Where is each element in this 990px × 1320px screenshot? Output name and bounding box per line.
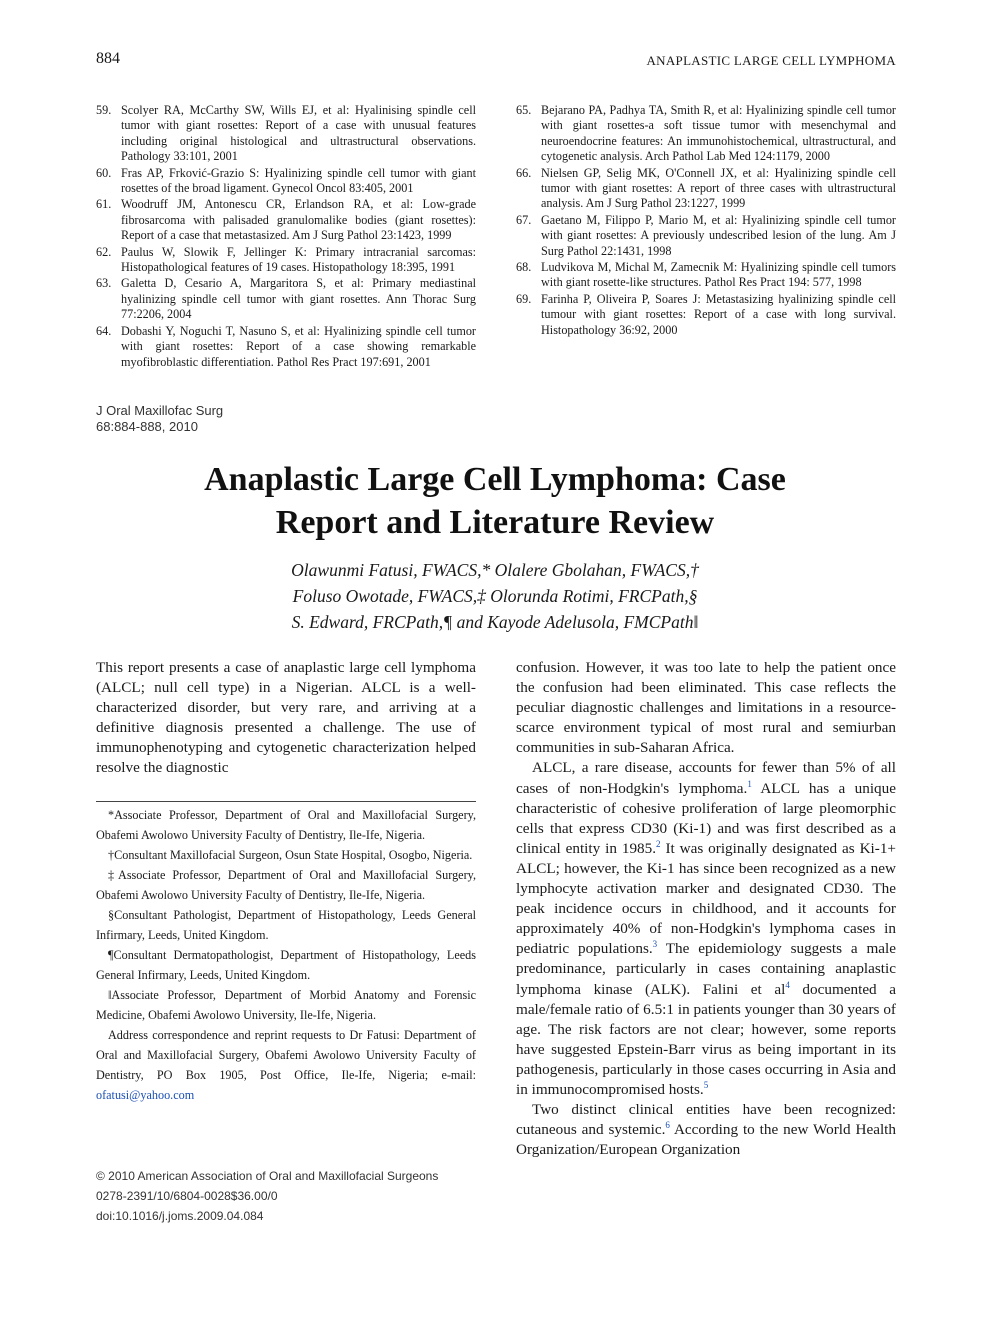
footnote: ‡Associate Professor, Department of Oral and Maxillofacial Surgery, Obafemi Awolowo University Faculty of Dentistry, Ile-Ife, Nigeria. <box>96 868 476 902</box>
article-title: Anaplastic Large Cell Lymphoma: Case Report and Literature Review <box>204 461 786 541</box>
references-right-column <box>516 103 896 339</box>
footnote: ¶Consultant Dermatopathologist, Department of Histopathology, Leeds General Infirmary, Leeds, United Kingdom. <box>96 948 476 982</box>
body-paragraph: ALCL, a rare disease, accounts for fewer than 5% of all cases of non-Hodgkin's lymphoma.$^1$ ALCL has a unique characteristic of cohesive proliferation of large pleomorphic cells that express CD30 (Ki-1) and was first described as a clinical entity in 1985.$^2$ It was originally designated as Ki-1+ ALCL; however, the Ki-1 has since been recognized as a new lymphocyte activation marker and designated CD30. The peak incidence occurs in childhood, and it accounts for approximately 40% of non-Hodgkin's lymphoma cases in pediatric populations.$^3$ The epidemiology suggests a male predominance, particularly in cases containing anaplastic lymphoma kinase (ALK). Falini et $al^4$ documented a male/female ratio of 6.5:1 in patients younger than 30 years of age. The risk factors are not clear; however, some reports have suggested Epstein-Barr virus as being important in its pathogenesis, particularly in those cases occurring in Asia and in immunocompromised hosts.$^5$ <box>516 759 897 1098</box>
email-link[interactable]: ofatusi@yahoo.com <box>96 1088 195 1102</box>
correspondence-note: Address correspondence and reprint requests to Dr Fatusi: Department of Oral and Maxillofacial Surgery, Obafemi Awolowo University Faculty of Dentistry, PO Box 1905, Post Office, Ile-Ife, Nigeria; e-mail: ofatusi@yahoo.com <box>96 1028 476 1102</box>
reference-item: 66. Nielsen GP, Selig MK, O'Connell JX, et al: Hyalinizing spindle cell tumor with giant rosettes: A report of three cases with ultrastructural analysis. Am J Surg Pathol 23:1227, 1999 <box>516 165 896 211</box>
reference-item: 62. Paulus W, Slowik F, Jellinger K: Primary intracranial sarcomas: Histopathological features of 19 cases. Histopathology 18:395, 1991 <box>96 244 476 275</box>
body-right-column <box>516 658 896 1160</box>
reference-item: 69. Farinha P, Oliveira P, Soares J: Metastasizing hyalinizing spindle cell tumour with giant rosettes: Report of a case with long survival. Histopathology 36:92, 2000 <box>516 291 896 337</box>
affiliation-footnotes <box>96 805 476 1105</box>
reference-item: 68. Ludvikova M, Michal M, Zamecnik M: Hyalinizing spindle cell tumors with giant rosette-like structures. Pathol Res Pract 194: 577, 1998 <box>516 260 896 290</box>
abstract-left: This report presents a case of anaplastic large cell lymphoma (ALCL; null cell type) in a Nigerian. ALCL is a well-characterized disorder, but very rare, and arriving at a definitive diagnosis presented a challenge. The use of immunophenotyping and cytogenetic characterization helped resolve the diagnostic <box>96 659 476 777</box>
footnote: §Consultant Pathologist, Department of Histopathology, Leeds General Infirmary, Leeds, United Kingdom. <box>96 908 476 942</box>
citation-ref[interactable]: 6 <box>665 1120 670 1131</box>
body-paragraph: Two distinct clinical entities have been recognized: cutaneous and systemic.$^6$ According to the new World Health Organization/European Organization <box>516 1101 896 1159</box>
citation-ref[interactable]: 1 <box>747 778 752 789</box>
footnote: ‖Associate Professor, Department of Morbid Anatomy and Forensic Medicine, Obafemi Awolowo University, Ile-Ife, Nigeria. <box>96 988 476 1022</box>
reference-item: 64. Dobashi Y, Noguchi T, Nasuno S, et al: Hyalinizing spindle cell tumor with giant rosettes: Report of a case showing remarkable myofibroblastic differentiation. Pathol Res Pract 197:691, 2001 <box>96 323 476 369</box>
copyright-block: © 2010 American Association of Oral and Maxillofacial Surgeons 0278-2391/10/6804-0028$36.00/0 doi:10.1016/j.joms.2009.04.084 <box>96 1166 438 1226</box>
page-number: 884 <box>96 50 120 67</box>
footnote: †Consultant Maxillofacial Surgeon, Osun State Hospital, Osogbo, Nigeria. <box>108 848 473 862</box>
reference-item: 59. Scolyer RA, McCarthy SW, Wills EJ, et al: Hyalinising spindle cell tumor with giant rosettes: Report of a case with unusual features including original histological and ultrastructural observations. Pathology 33:101, 2001 <box>96 103 476 164</box>
running-title: ANAPLASTIC LARGE CELL LYMPHOMA <box>646 53 896 68</box>
author-list: Olawunmi Fatusi, FWACS,* Olalere Gbolahan, FWACS,† Foluso Owotade, FWACS,‡ Olorunda Rotimi, FRCPath,§ S. Edward, FRCPath,¶ and Kayode Adelusola, FMCPath‖ <box>291 560 699 632</box>
reference-item: 65. Bejarano PA, Padhya TA, Smith R, et al: Hyalinizing spindle cell tumor with giant rosettes-a soft tissue tumor with mesenchymal and neuroendocrine features: An immunohistochemical, ultrastructural, and cytogenetic analysis. Arch Pathol Lab Med 124:1179, 2000 <box>516 103 896 164</box>
footnote: *Associate Professor, Department of Oral and Maxillofacial Surgery, Obafemi Awolowo University Faculty of Dentistry, Ile-Ife, Nigeria. <box>96 808 476 842</box>
citation-ref[interactable]: 3 <box>652 939 658 950</box>
citation-ref[interactable]: 2 <box>656 838 661 849</box>
footnote-divider <box>96 801 476 802</box>
reference-item: 61. Woodruff JM, Antonescu CR, Erlandson RA, et al: Low-grade fibrosarcoma with palisaded granulomalike bodies (giant rosettes): Report of a case that metastasized. Am J Surg Pathol 23:1423, 1999 <box>96 197 476 243</box>
journal-citation: J Oral Maxillofac Surg 68:884-888, 2010 <box>96 403 224 434</box>
citation-ref[interactable]: 5 <box>703 1079 709 1090</box>
references-left-column <box>96 103 476 371</box>
abstract-continued: confusion. However, it was too late to help the patient once the confusion had been eliminated. This case reflects the peculiar diagnostic challenges and limitations in a resource-scarce environment typical of most rural and semiurban communities in sub-Saharan Africa. <box>516 659 896 757</box>
citation-ref[interactable]: 4 <box>785 979 790 990</box>
reference-item: 67. Gaetano M, Filippo P, Mario M, et al: Hyalinizing spindle cell tumor with giant rosettes: A previously undescribed lesion of the lung. Am J Surg Pathol 22:1431, 1998 <box>516 212 896 258</box>
reference-item: 60. Fras AP, Frković-Grazio S: Hyalinizing spindle cell tumor with giant rosettes of the broad ligament. Gynecol Oncol 83:405, 2001 <box>96 165 476 196</box>
doi: doi:10.1016/j.joms.2009.04.084 <box>96 1209 264 1223</box>
reference-item: 63. Galetta D, Cesario A, Margaritora S, et al: Primary mediastinal hyalinizing spindle cell tumor with giant rosettes. Ann Thorac Surg 77:2206, 2004 <box>96 276 476 322</box>
